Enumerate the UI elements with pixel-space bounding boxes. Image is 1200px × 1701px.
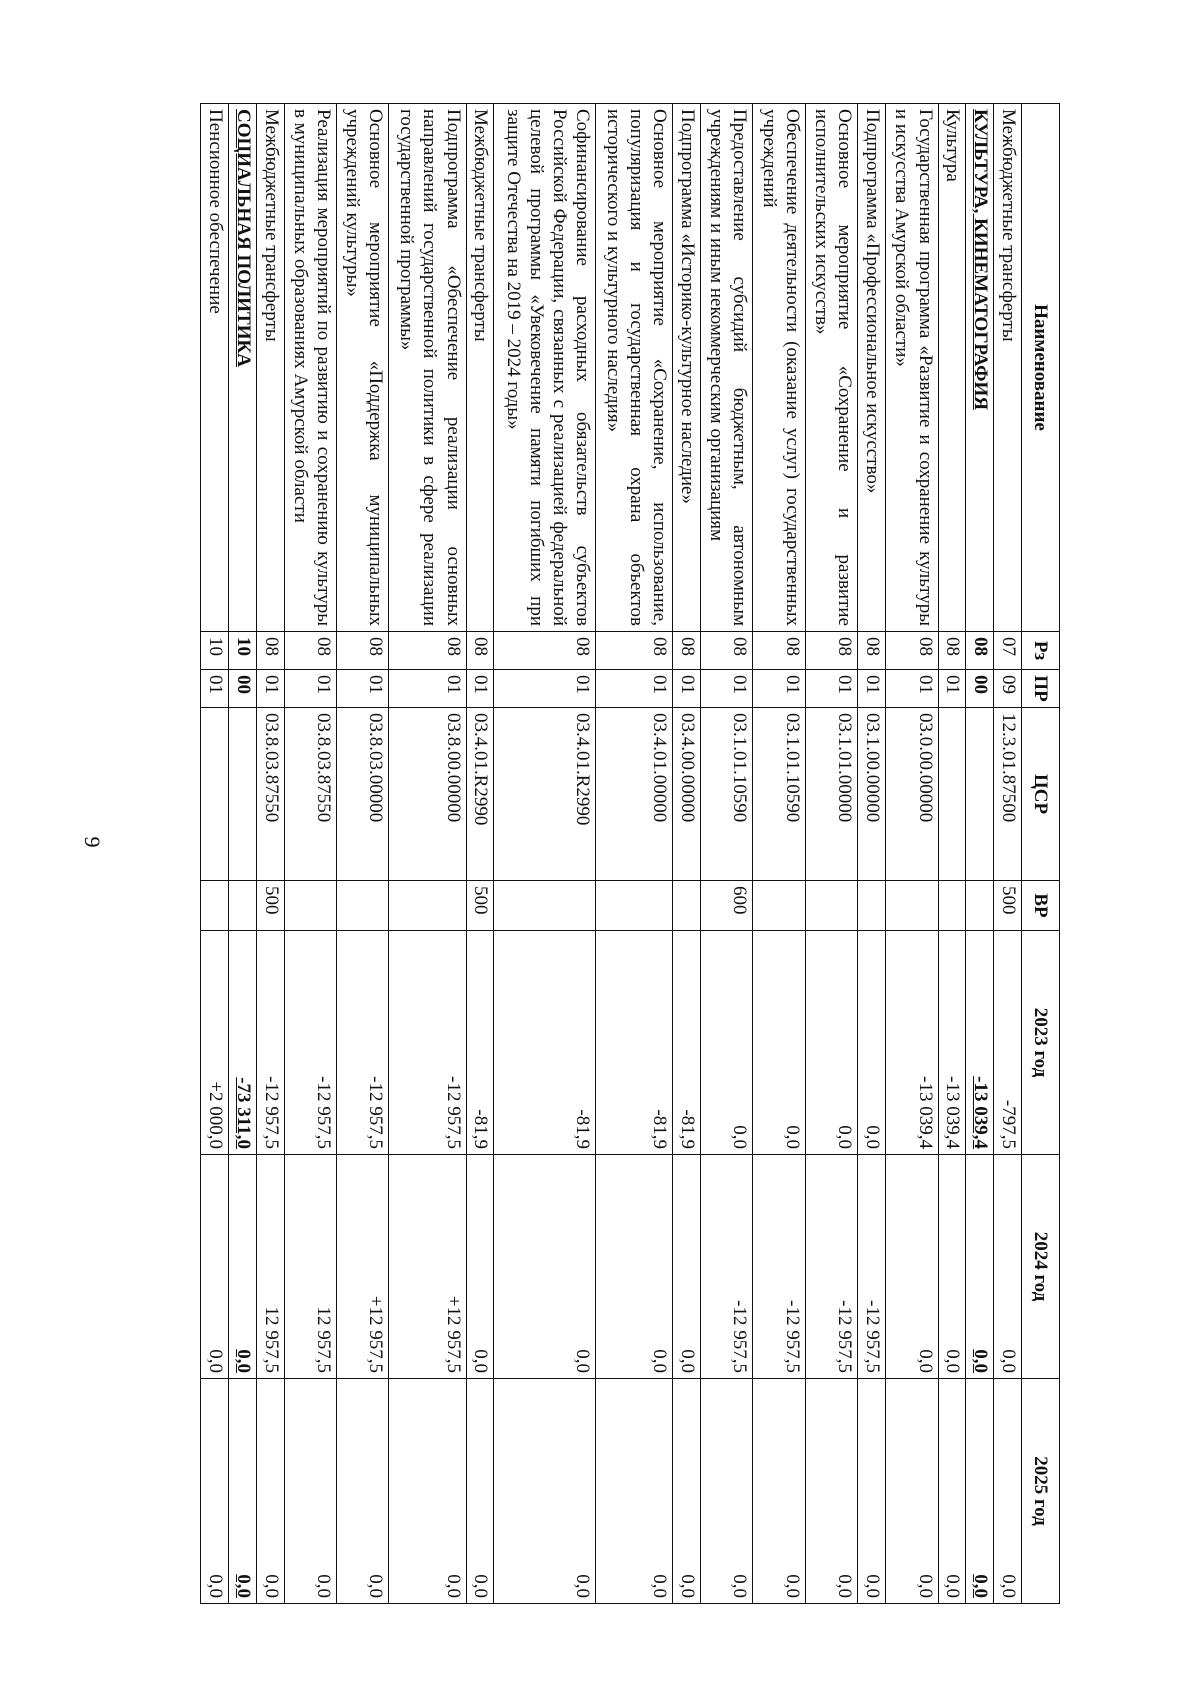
row-2025: 0,0 — [673, 1379, 701, 1604]
row-2025: 0,0 — [337, 1379, 389, 1604]
row-2025: 0,0 — [858, 1379, 886, 1604]
row-vr: 500 — [994, 881, 1022, 931]
table-row — [753, 104, 805, 1604]
row-name: Государственная программа «Развитие и сохранение культуры и искусства Амурской области» — [886, 104, 938, 632]
row-pr: 01 — [805, 670, 857, 708]
row-vr — [858, 881, 886, 931]
row-2023: 0,0 — [700, 931, 752, 1155]
table-row — [201, 104, 229, 1604]
table-row — [466, 104, 494, 1604]
row-name: Основное мероприятие «Сохранение и развитие исполнительских искусств» — [805, 104, 857, 632]
row-2023: -12 957,5 — [256, 931, 284, 1155]
table-row — [596, 104, 673, 1604]
header-pr: ПР — [1022, 670, 1060, 708]
row-2024: 0,0 — [466, 1155, 494, 1379]
row-2023: -12 957,5 — [284, 931, 336, 1155]
table-header-row — [1022, 104, 1060, 1604]
row-rz: 08 — [700, 632, 752, 670]
row-2024: 0,0 — [994, 1155, 1022, 1379]
row-2023: 0,0 — [858, 931, 886, 1155]
row-rz: 08 — [938, 632, 966, 670]
row-csr: 03.4.01.R2990 — [466, 708, 494, 881]
row-vr — [284, 881, 336, 931]
row-2023: -81,9 — [673, 931, 701, 1155]
row-2023: -81,9 — [494, 931, 596, 1155]
header-2025: 2025 год — [1022, 1379, 1060, 1604]
row-vr — [201, 881, 229, 931]
row-2025: 0,0 — [805, 1379, 857, 1604]
row-2023: -13 039,4 — [886, 931, 938, 1155]
row-pr: 01 — [673, 670, 701, 708]
row-rz: 08 — [256, 632, 284, 670]
row-2024: 0,0 — [886, 1155, 938, 1379]
row-rz: 10 — [228, 632, 256, 670]
table-row — [228, 104, 256, 1604]
row-2025: 0,0 — [753, 1379, 805, 1604]
row-vr — [805, 881, 857, 931]
row-pr: 01 — [201, 670, 229, 708]
row-2024: -12 957,5 — [700, 1155, 752, 1379]
page-number: 9 — [80, 836, 105, 848]
row-csr — [228, 708, 256, 881]
row-vr — [389, 881, 466, 931]
row-csr: 03.4.00.00000 — [673, 708, 701, 881]
row-csr: 03.4.01.00000 — [596, 708, 673, 881]
table-row — [994, 104, 1022, 1604]
row-name: Основное мероприятие «Поддержка муниципальных учреждений культуры» — [337, 104, 389, 632]
row-vr — [494, 881, 596, 931]
row-rz: 08 — [596, 632, 673, 670]
row-2024: 0,0 — [938, 1155, 966, 1379]
row-2023: +2 000,0 — [201, 931, 229, 1155]
row-2025: 0,0 — [994, 1379, 1022, 1604]
row-rz: 08 — [966, 632, 994, 670]
row-name: Подпрограмма «Профессиональное искусство» — [858, 104, 886, 632]
table-row — [858, 104, 886, 1604]
row-rz: 10 — [201, 632, 229, 670]
row-2023: -12 957,5 — [337, 931, 389, 1155]
row-rz: 08 — [858, 632, 886, 670]
row-rz: 07 — [994, 632, 1022, 670]
row-csr: 12.3.01.87500 — [994, 708, 1022, 881]
row-vr — [938, 881, 966, 931]
table-row — [673, 104, 701, 1604]
row-2023: 0,0 — [805, 931, 857, 1155]
row-vr: 500 — [256, 881, 284, 931]
row-vr — [673, 881, 701, 931]
row-name: КУЛЬТУРА, КИНЕМАТОГРАФИЯ — [966, 104, 994, 632]
row-pr: 01 — [389, 670, 466, 708]
row-csr — [201, 708, 229, 881]
row-vr — [886, 881, 938, 931]
row-vr: 600 — [700, 881, 752, 931]
row-pr: 00 — [966, 670, 994, 708]
row-rz: 08 — [337, 632, 389, 670]
table-row — [389, 104, 466, 1604]
header-vr: ВР — [1022, 881, 1060, 931]
row-csr — [938, 708, 966, 881]
row-2023: -81,9 — [596, 931, 673, 1155]
row-2025: 0,0 — [256, 1379, 284, 1604]
table-row — [256, 104, 284, 1604]
row-name: Культура — [938, 104, 966, 632]
header-csr: ЦСР — [1022, 708, 1060, 881]
budget-table — [200, 103, 1060, 1604]
row-2024: -12 957,5 — [858, 1155, 886, 1379]
row-csr: 03.8.03.00000 — [337, 708, 389, 881]
row-name: Предоставление субсидий бюджетным, автономным учреждениям и иным некоммерческим организациям — [700, 104, 752, 632]
row-pr: 01 — [466, 670, 494, 708]
row-csr — [966, 708, 994, 881]
row-2024: -12 957,5 — [805, 1155, 857, 1379]
header-2023: 2023 год — [1022, 931, 1060, 1155]
row-2024: 12 957,5 — [284, 1155, 336, 1379]
row-csr: 03.8.00.00000 — [389, 708, 466, 881]
row-2025: 0,0 — [389, 1379, 466, 1604]
row-rz: 08 — [886, 632, 938, 670]
table-row — [886, 104, 938, 1604]
row-2024: -12 957,5 — [753, 1155, 805, 1379]
row-csr: 03.4.01.R2990 — [494, 708, 596, 881]
row-2023: -73 311,0 — [228, 931, 256, 1155]
table-row — [494, 104, 596, 1604]
row-name: Реализация мероприятий по развитию и сохранению культуры в муниципальных образованиях Амурской области — [284, 104, 336, 632]
row-2025: 0,0 — [228, 1379, 256, 1604]
table-row — [966, 104, 994, 1604]
row-2023: -81,9 — [466, 931, 494, 1155]
row-rz: 08 — [389, 632, 466, 670]
row-2024: 0,0 — [966, 1155, 994, 1379]
row-name: Подпрограмма «Обеспечение реализации основных направлений государственной политики в сфере реализации государственной программы» — [389, 104, 466, 632]
row-pr: 01 — [753, 670, 805, 708]
row-2023: 0,0 — [753, 931, 805, 1155]
row-2024: 0,0 — [673, 1155, 701, 1379]
table-row — [938, 104, 966, 1604]
rotated-page-content — [200, 103, 1060, 1603]
row-2023: -797,5 — [994, 931, 1022, 1155]
row-rz: 08 — [494, 632, 596, 670]
row-2023: -12 957,5 — [389, 931, 466, 1155]
row-2024: 0,0 — [228, 1155, 256, 1379]
row-2025: 0,0 — [201, 1379, 229, 1604]
row-pr: 01 — [256, 670, 284, 708]
row-pr: 01 — [886, 670, 938, 708]
table-row — [805, 104, 857, 1604]
row-rz: 08 — [673, 632, 701, 670]
row-csr: 03.0.00.00000 — [886, 708, 938, 881]
row-name: Межбюджетные трансферты — [256, 104, 284, 632]
row-pr: 01 — [700, 670, 752, 708]
row-csr: 03.8.03.87550 — [284, 708, 336, 881]
row-csr: 03.1.01.10590 — [700, 708, 752, 881]
row-2024: 0,0 — [494, 1155, 596, 1379]
header-rz: Рз — [1022, 632, 1060, 670]
row-vr — [596, 881, 673, 931]
row-2025: 0,0 — [700, 1379, 752, 1604]
row-csr: 03.1.01.10590 — [753, 708, 805, 881]
row-vr — [966, 881, 994, 931]
row-pr: 01 — [596, 670, 673, 708]
row-2025: 0,0 — [938, 1379, 966, 1604]
row-rz: 08 — [753, 632, 805, 670]
row-2025: 0,0 — [284, 1379, 336, 1604]
table-row — [337, 104, 389, 1604]
row-rz: 08 — [466, 632, 494, 670]
row-name: Основное мероприятие «Сохранение, использование, популяризация и государственная охрана объектов исторического и культурного наследия» — [596, 104, 673, 632]
row-2024: +12 957,5 — [389, 1155, 466, 1379]
row-vr: 500 — [466, 881, 494, 931]
row-pr: 01 — [337, 670, 389, 708]
header-2024: 2024 год — [1022, 1155, 1060, 1379]
row-pr: 09 — [994, 670, 1022, 708]
row-vr — [753, 881, 805, 931]
row-name: Подпрограмма «Историко-культурное наследие» — [673, 104, 701, 632]
row-2025: 0,0 — [466, 1379, 494, 1604]
row-rz: 08 — [284, 632, 336, 670]
row-rz: 08 — [805, 632, 857, 670]
row-vr — [228, 881, 256, 931]
row-2025: 0,0 — [494, 1379, 596, 1604]
row-2024: +12 957,5 — [337, 1155, 389, 1379]
row-csr: 03.1.00.00000 — [858, 708, 886, 881]
row-vr — [337, 881, 389, 931]
header-name: Наименование — [1022, 104, 1060, 632]
row-pr: 01 — [284, 670, 336, 708]
row-pr: 00 — [228, 670, 256, 708]
row-csr: 03.1.01.00000 — [805, 708, 857, 881]
row-2025: 0,0 — [596, 1379, 673, 1604]
row-name: Межбюджетные трансферты — [466, 104, 494, 632]
row-2024: 12 957,5 — [256, 1155, 284, 1379]
row-pr: 01 — [494, 670, 596, 708]
table-body — [201, 104, 1022, 1604]
row-2025: 0,0 — [886, 1379, 938, 1604]
row-name: Межбюджетные трансферты — [994, 104, 1022, 632]
row-name: Пенсионное обеспечение — [201, 104, 229, 632]
row-2024: 0,0 — [201, 1155, 229, 1379]
row-2024: 0,0 — [596, 1155, 673, 1379]
row-name: Обеспечение деятельности (оказание услуг) государственных учреждений — [753, 104, 805, 632]
row-2023: -13 039,4 — [966, 931, 994, 1155]
row-pr: 01 — [858, 670, 886, 708]
row-pr: 01 — [938, 670, 966, 708]
row-name: Софинансирование расходных обязательств субъектов Российской Федерации, связанных с реализацией федеральной целевой программы «Увековечение памяти погибших при защите Отечества на 2019 – 2024 годы» — [494, 104, 596, 632]
row-name: СОЦИАЛЬНАЯ ПОЛИТИКА — [228, 104, 256, 632]
table-row — [700, 104, 752, 1604]
table-row — [284, 104, 336, 1604]
row-2025: 0,0 — [966, 1379, 994, 1604]
row-csr: 03.8.03.87550 — [256, 708, 284, 881]
row-2023: -13 039,4 — [938, 931, 966, 1155]
